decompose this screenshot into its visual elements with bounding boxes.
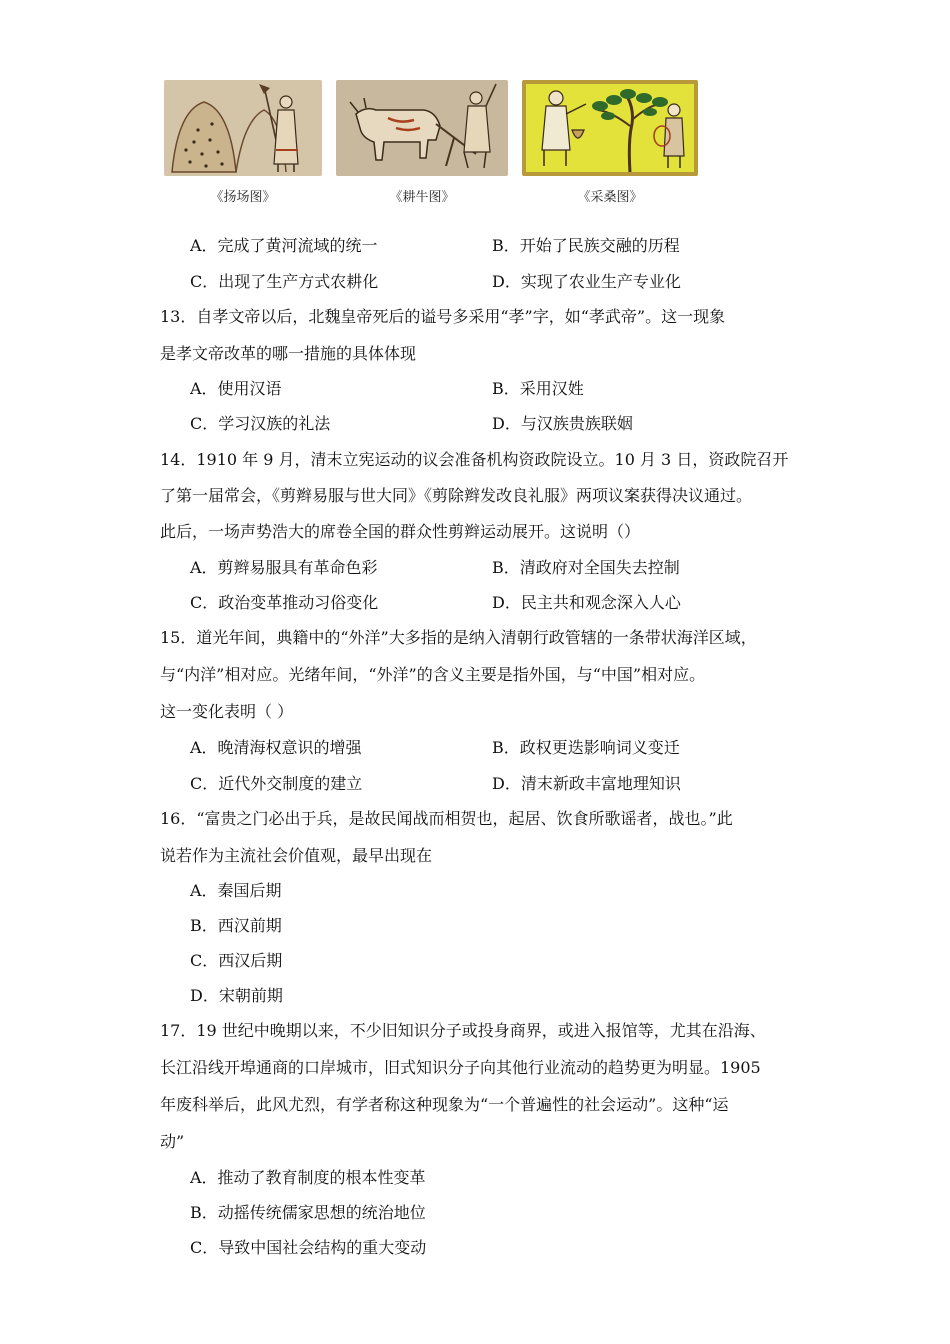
q17-option-c: C．导致中国社会结构的重大变动 [190,1238,427,1257]
q17-stem-line2: 长江沿线开埠通商的口岸城市，旧式知识分子向其他行业流动的趋势更为明显。1905 [160,1058,761,1077]
q17-stem-line3: 年废科举后，此风尤烈，有学者称这种现象为“一个普遍性的社会运动”。这种“运 [160,1095,729,1114]
q15-option-d: D．清末新政丰富地理知识 [492,774,681,793]
q13-option-d: D．与汉族贵族联姻 [492,414,633,433]
q13-stem-line1: 13．自孝文帝以后，北魏皇帝死后的谥号多采用“孝”字，如“孝武帝”。这一现象 [160,307,726,326]
q12-option-c: C．出现了生产方式农耕化 [190,272,379,291]
q14-stem-line2: 了第一届常会，《剪辫易服与世大同》《剪除辫发改良礼服》两项议案获得决议通过。 [160,486,753,505]
q17-option-b: B．动摇传统儒家思想的统治地位 [190,1203,426,1222]
caisang-painting [522,80,698,176]
q16-option-d: D．宋朝前期 [190,986,283,1005]
gengniu-painting [336,80,508,176]
q13-option-c: C．学习汉族的礼法 [190,414,331,433]
q17-stem-line4: 动” [160,1132,185,1151]
figure-caption: 《耕牛图》 [389,190,455,205]
q16-option-b: B．西汉前期 [190,916,282,935]
figure-caption: 《采桑图》 [577,190,643,205]
figure-gengniu [336,80,508,205]
q14-option-c: C．政治变革推动习俗变化 [190,593,379,612]
yangchang-painting [164,80,322,176]
q12-option-b: B．开始了民族交融的历程 [492,236,680,255]
q14-stem-line1: 14．1910 年 9 月，清末立宪运动的议会准备机构资政院设立。10 月 3 日，资政院召开 [160,450,789,469]
q12-option-a: A．完成了黄河流域的统一 [190,236,378,255]
q15-stem-line1: 15．道光年间，典籍中的“外洋”大多指的是纳入清朝行政管辖的一条带状海洋区域， [160,628,757,647]
q15-option-a: A．晚清海权意识的增强 [190,738,362,757]
q14-stem-line3: 此后，一场声势浩大的席卷全国的群众性剪辫运动展开。这说明（） [160,522,641,541]
figure-yangchang [164,80,322,205]
q12-option-d: D．实现了农业生产专业化 [492,272,681,291]
figure-caisang [522,80,698,205]
q16-option-a: A．秦国后期 [190,881,282,900]
q17-stem-line1: 17．19 世纪中晚期以来，不少旧知识分子或投身商界，或进入报馆等，尤其在沿海、 [160,1021,766,1040]
q16-stem-line2: 说若作为主流社会价值观，最早出现在 [160,846,433,865]
q15-stem-line2: 与“内洋”相对应。光绪年间，“外洋”的含义主要是指外国，与“中国”相对应。 [160,665,706,684]
q13-stem-line2: 是孝文帝改革的哪一措施的具体体现 [160,344,417,363]
q15-stem-line3: 这一变化表明（ ） [160,702,294,721]
q14-option-d: D．民主共和观念深入人心 [492,593,681,612]
q16-stem-line1: 16．“富贵之门必出于兵，是故民闻战而相贺也，起居、饮食所歌谣者，战也。”此 [160,809,733,828]
q13-option-b: B．采用汉姓 [492,379,584,398]
q14-option-a: A．剪辫易服具有革命色彩 [190,558,378,577]
q16-option-c: C．西汉后期 [190,951,283,970]
q17-option-a: A．推动了教育制度的根本性变革 [190,1168,426,1187]
q15-option-c: C．近代外交制度的建立 [190,774,363,793]
q15-option-b: B．政权更迭影响词义变迁 [492,738,680,757]
figure-caption: 《扬场图》 [210,190,276,205]
q13-option-a: A．使用汉语 [190,379,282,398]
q14-option-b: B．清政府对全国失去控制 [492,558,680,577]
